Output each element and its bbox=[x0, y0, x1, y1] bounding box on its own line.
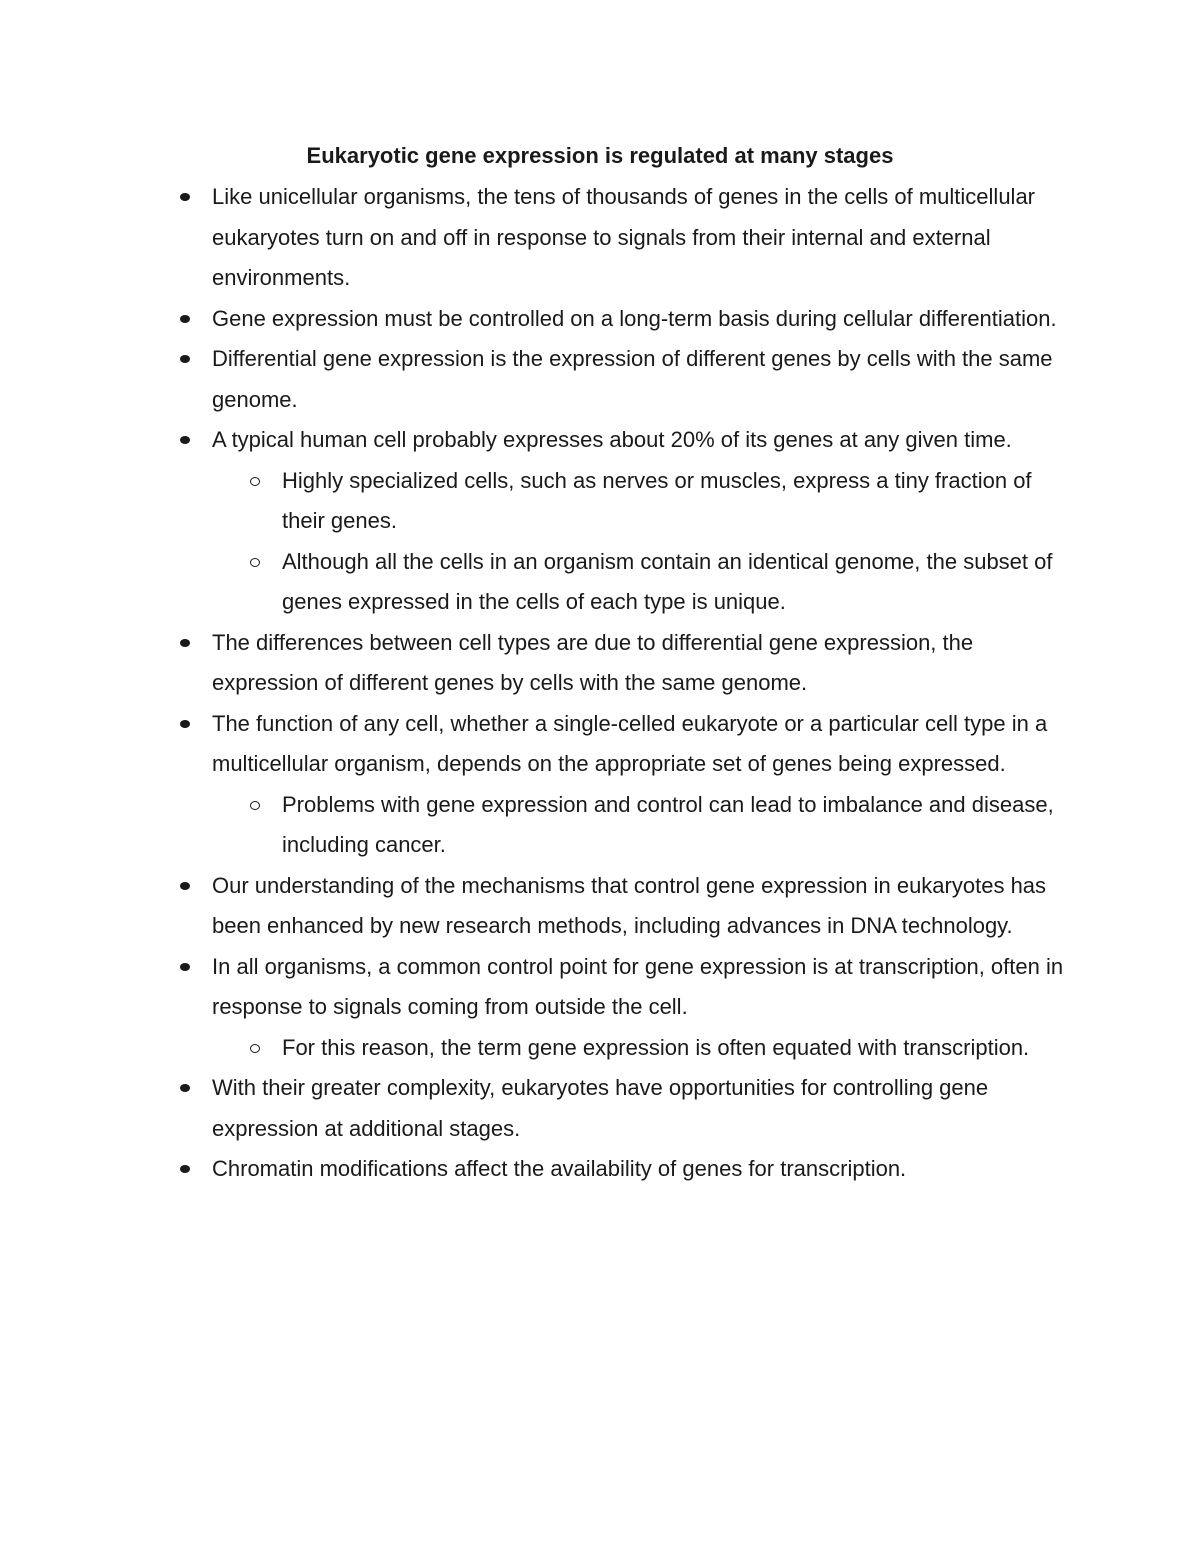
bullet-dot-icon bbox=[180, 963, 190, 971]
bullet-dot-icon bbox=[180, 193, 190, 201]
bullet-dot-icon bbox=[180, 1165, 190, 1173]
bullet-text: In all organisms, a common control point for gene expression is at transcription, often in response to signals coming from outside the cell. bbox=[212, 953, 1064, 1019]
sub-bullet-list bbox=[212, 1028, 1072, 1069]
bullet-dot-icon bbox=[180, 315, 190, 323]
bullet-dot-icon bbox=[180, 720, 190, 728]
sub-bullet-item bbox=[282, 785, 1072, 866]
bullet-item bbox=[212, 1068, 1072, 1149]
sub-bullet-item bbox=[282, 542, 1072, 623]
hollow-bullet-icon bbox=[250, 477, 260, 486]
bullet-item bbox=[212, 704, 1072, 866]
sub-bullet-text: For this reason, the term gene expression is often equated with transcription. bbox=[282, 1034, 1030, 1060]
sub-bullet-list bbox=[212, 461, 1072, 623]
bullet-text: Gene expression must be controlled on a long-term basis during cellular differentiation. bbox=[212, 305, 1057, 331]
bullet-dot-icon bbox=[180, 1084, 190, 1092]
bullet-text: Differential gene expression is the expression of different genes by cells with the same genome. bbox=[212, 346, 1053, 412]
bullet-item bbox=[212, 299, 1072, 340]
bullet-text: A typical human cell probably expresses about 20% of its genes at any given time. bbox=[212, 427, 1012, 452]
bullet-item bbox=[212, 947, 1072, 1069]
bullet-item bbox=[212, 177, 1072, 299]
bullet-dot-icon bbox=[180, 436, 190, 444]
bullet-dot-icon bbox=[180, 355, 190, 363]
bullet-text: The differences between cell types are due to differential gene expression, the expression of different genes by cells with the same genome. bbox=[212, 629, 974, 695]
sub-bullet-item bbox=[282, 1028, 1072, 1069]
bullet-item bbox=[212, 866, 1072, 947]
hollow-bullet-icon bbox=[250, 1044, 260, 1053]
bullet-item bbox=[212, 623, 1072, 704]
bullet-text: Our understanding of the mechanisms that control gene expression in eukaryotes has been enhanced by new research methods, including advances in DNA technology. bbox=[212, 872, 1047, 938]
sub-bullet-text: Highly specialized cells, such as nerves or muscles, express a tiny fraction of their genes. bbox=[282, 467, 1032, 533]
bullet-item bbox=[212, 339, 1072, 420]
bullet-text: With their greater complexity, eukaryotes have opportunities for controlling gene expression at additional stages. bbox=[212, 1075, 989, 1141]
sub-bullet-text: Problems with gene expression and control can lead to imbalance and disease, including cancer. bbox=[282, 791, 1054, 857]
sub-bullet-item bbox=[282, 461, 1072, 542]
bullet-item bbox=[212, 1149, 1072, 1190]
sub-bullet-list bbox=[212, 785, 1072, 866]
bullet-dot-icon bbox=[180, 882, 190, 890]
sub-bullet-text: Although all the cells in an organism contain an identical genome, the subset of genes expressed in the cells of each type is unique. bbox=[282, 548, 1053, 614]
bullet-item bbox=[212, 420, 1072, 623]
hollow-bullet-icon bbox=[250, 558, 260, 567]
bullet-dot-icon bbox=[180, 639, 190, 647]
bullet-list bbox=[212, 177, 1072, 1190]
bullet-text: The function of any cell, whether a single-celled eukaryote or a particular cell type in a multicellular organism, depends on the appropriate set of genes being expressed. bbox=[212, 710, 1048, 776]
document-title: Eukaryotic gene expression is regulated at many stages bbox=[306, 143, 894, 168]
hollow-bullet-icon bbox=[250, 801, 260, 810]
bullet-text: Chromatin modifications affect the availability of genes for transcription. bbox=[212, 1156, 907, 1181]
bullet-text: Like unicellular organisms, the tens of thousands of genes in the cells of multicellular eukaryotes turn on and off in response to signals from their internal and external environments. bbox=[212, 184, 1036, 290]
